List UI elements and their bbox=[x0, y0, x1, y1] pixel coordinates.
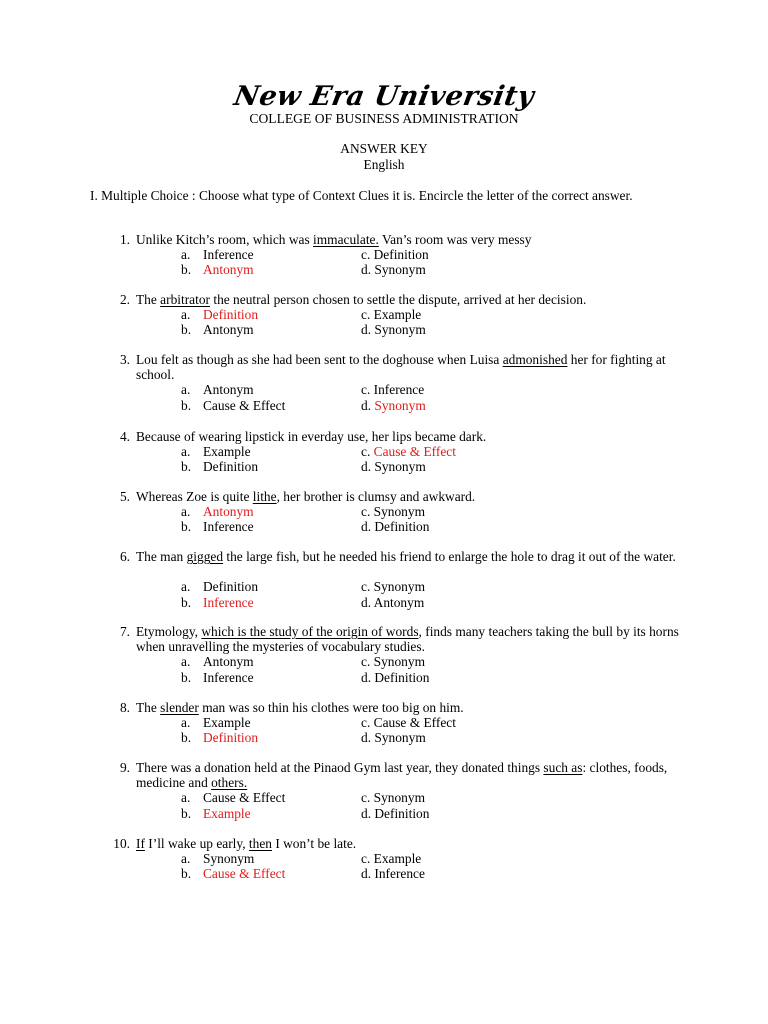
question-text bbox=[136, 429, 681, 444]
choice-b-letter: b. bbox=[181, 519, 192, 535]
choice-d[interactable]: d. Synonym bbox=[361, 262, 426, 278]
choice-b[interactable]: Definition bbox=[203, 730, 259, 746]
question-text-part: : clothes, foods, medicine and bbox=[136, 760, 668, 791]
choice-b[interactable]: Antonym bbox=[203, 322, 254, 338]
question-text bbox=[136, 760, 681, 790]
question-number: 1. bbox=[119, 232, 130, 247]
choice-c[interactable]: c. Synonym bbox=[361, 654, 425, 670]
choice-a[interactable]: Example bbox=[203, 715, 251, 731]
choice-b-letter: b. bbox=[181, 594, 192, 610]
choice-d[interactable]: d. Definition bbox=[361, 519, 430, 535]
question-number: 8. bbox=[119, 700, 130, 715]
choice-d[interactable]: d. Synonym bbox=[361, 322, 426, 338]
question-text-part: , finds many teachers taking the bull by its horns when unravelling the mysteries of vocabulary studies. bbox=[136, 624, 679, 655]
underlined-clue-word: such as bbox=[543, 760, 583, 775]
underlined-clue-word: slender bbox=[160, 700, 199, 715]
choice-b-letter: b. bbox=[181, 322, 192, 338]
choice-a-letter: a. bbox=[181, 444, 191, 460]
choice-c[interactable]: c. Inference bbox=[361, 382, 425, 398]
choice-c[interactable] bbox=[361, 444, 456, 459]
question-text-part: The bbox=[136, 700, 161, 715]
question-text bbox=[136, 700, 681, 715]
question-text-part: her for fighting at school. bbox=[136, 352, 666, 383]
choice-a[interactable]: Definition bbox=[203, 307, 259, 323]
question-text-part: , her brother is clumsy and awkward. bbox=[276, 489, 476, 504]
choice-a[interactable]: Cause & Effect bbox=[203, 790, 286, 806]
choice-b[interactable]: Inference bbox=[203, 594, 254, 610]
choice-a-letter: a. bbox=[181, 247, 191, 263]
underlined-clue-word: others. bbox=[211, 775, 248, 791]
choice-b-letter: b. bbox=[181, 866, 192, 882]
choice-a-letter: a. bbox=[181, 307, 191, 323]
question-number: 3. bbox=[119, 352, 130, 367]
choice-a[interactable]: Example bbox=[203, 444, 251, 460]
choice-a[interactable]: Antonym bbox=[203, 382, 254, 398]
choice-c[interactable]: c. Definition bbox=[361, 247, 429, 263]
choice-a[interactable]: Inference bbox=[203, 247, 254, 263]
choice-a-letter: a. bbox=[181, 579, 191, 595]
underlined-clue-word: admonished bbox=[502, 352, 568, 367]
underlined-clue-word: immaculate. bbox=[313, 232, 379, 247]
choice-b-letter: b. bbox=[181, 459, 192, 475]
university-name: New Era University bbox=[231, 81, 537, 112]
question-text bbox=[136, 624, 681, 654]
choice-c[interactable]: c. Example bbox=[361, 307, 422, 323]
question-text-part: The man bbox=[136, 549, 187, 564]
underlined-clue-word: lithe bbox=[252, 489, 277, 504]
instructions: I. Multiple Choice : Choose what type of Context Clues it is. Encircle the letter of the correct answer. bbox=[90, 188, 633, 203]
choice-b[interactable]: Definition bbox=[203, 459, 259, 475]
question-text bbox=[136, 489, 681, 504]
choice-a[interactable]: Definition bbox=[203, 579, 259, 595]
choice-d[interactable]: d. Synonym bbox=[361, 459, 426, 475]
question-text-part: the neutral person chosen to settle the dispute, arrived at her decision. bbox=[210, 292, 587, 307]
underlined-clue-word: If bbox=[136, 836, 145, 851]
choice-a-letter: a. bbox=[181, 715, 191, 731]
choice-c[interactable]: c. Example bbox=[361, 851, 422, 867]
question-text-part: the large fish, but he needed his friend to enlarge the hole to drag it out of the water. bbox=[223, 549, 676, 564]
choice-c[interactable]: c. Synonym bbox=[361, 504, 425, 520]
question-text-part: There was a donation held at the Pinaod Gym last year, they donated things bbox=[136, 760, 544, 775]
choice-d[interactable] bbox=[361, 398, 426, 413]
choice-b[interactable]: Antonym bbox=[203, 262, 254, 278]
question-number: 2. bbox=[119, 292, 130, 307]
question-number: 4. bbox=[119, 429, 130, 444]
choice-d-text: Synonym bbox=[374, 397, 426, 413]
choice-a-letter: a. bbox=[181, 504, 191, 520]
question-number: 5. bbox=[119, 489, 130, 504]
question-text bbox=[136, 352, 681, 382]
choice-b[interactable]: Inference bbox=[203, 669, 254, 685]
underlined-clue-word: which is the study of the origin of words bbox=[201, 624, 419, 639]
choice-c-letter: c. bbox=[361, 444, 374, 460]
question-text-part: Unlike Kitch’s room, which was bbox=[136, 232, 314, 247]
question-text-part: Etymology, bbox=[136, 624, 202, 639]
choice-a-letter: a. bbox=[181, 851, 191, 867]
choice-d[interactable]: d. Antonym bbox=[361, 594, 425, 610]
question-text bbox=[136, 549, 681, 564]
choice-b-letter: b. bbox=[181, 669, 192, 685]
choice-a-letter: a. bbox=[181, 382, 191, 398]
choice-c-text: Cause & Effect bbox=[373, 444, 456, 460]
choice-a-letter: a. bbox=[181, 654, 191, 670]
question-number: 6. bbox=[119, 549, 130, 564]
question-text bbox=[136, 836, 681, 851]
question-text-part: Whereas Zoe is quite bbox=[136, 489, 253, 504]
subject-name: English bbox=[363, 157, 405, 172]
underlined-clue-word: arbitrator bbox=[160, 292, 210, 307]
choice-b-letter: b. bbox=[181, 397, 192, 413]
choice-b[interactable]: Cause & Effect bbox=[203, 397, 286, 413]
choice-d[interactable]: d. Synonym bbox=[361, 730, 426, 746]
choice-b[interactable]: Example bbox=[203, 805, 251, 821]
question-text-part: man was so thin his clothes were too big on him. bbox=[198, 700, 464, 715]
question-text-part: I’ll wake up early, bbox=[144, 836, 249, 851]
choice-d[interactable]: d. Definition bbox=[361, 669, 430, 685]
choice-a[interactable]: Antonym bbox=[203, 504, 254, 520]
question-text bbox=[136, 232, 681, 247]
question-text-part: The bbox=[136, 292, 161, 307]
choice-c[interactable]: c. Cause & Effect bbox=[361, 715, 456, 731]
college-name: COLLEGE OF BUSINESS ADMINISTRATION bbox=[249, 111, 519, 126]
choice-c[interactable]: c. Synonym bbox=[361, 579, 425, 595]
underlined-clue-word: then bbox=[248, 836, 272, 851]
choice-d-letter: d. bbox=[361, 397, 375, 413]
question-text-part: Because of wearing lipstick in everday use, her lips became dark. bbox=[136, 429, 487, 444]
underlined-clue-word: gigged bbox=[186, 549, 224, 564]
choice-d[interactable]: d. Definition bbox=[361, 805, 430, 821]
document-title: ANSWER KEY bbox=[340, 141, 428, 156]
question-text-part: I won’t be late. bbox=[271, 836, 357, 851]
question-number: 9. bbox=[119, 760, 130, 775]
choice-a-letter: a. bbox=[181, 790, 191, 806]
question-text bbox=[136, 292, 681, 307]
choice-a[interactable]: Synonym bbox=[203, 851, 255, 867]
question-number: 10. bbox=[113, 836, 130, 851]
choice-b-letter: b. bbox=[181, 730, 192, 746]
question-text-part: Van’s room was very messy bbox=[378, 232, 532, 247]
choice-b-letter: b. bbox=[181, 805, 192, 821]
choice-c[interactable]: c. Synonym bbox=[361, 790, 425, 806]
choice-b[interactable]: Inference bbox=[203, 519, 254, 535]
choice-b[interactable]: Cause & Effect bbox=[203, 866, 286, 882]
choice-b-letter: b. bbox=[181, 262, 192, 278]
choice-d[interactable]: d. Inference bbox=[361, 866, 425, 882]
choice-a[interactable]: Antonym bbox=[203, 654, 254, 670]
question-text-part: Lou felt as though as she had been sent to the doghouse when Luisa bbox=[136, 352, 503, 367]
question-number: 7. bbox=[119, 624, 130, 639]
